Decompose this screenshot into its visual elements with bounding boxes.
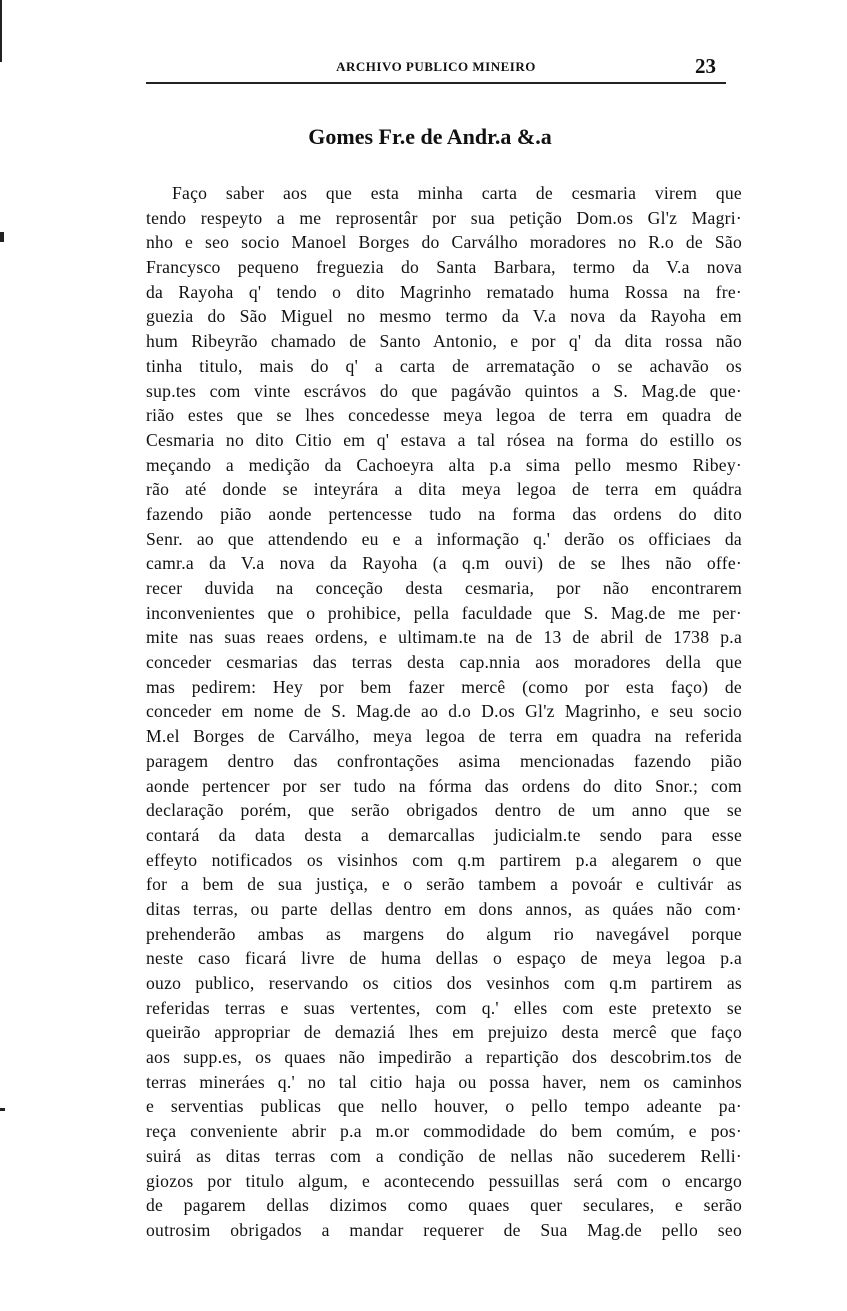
text-line: referidas terras e suas vertentes, com q.' elles com este pretexto se bbox=[146, 997, 742, 1018]
page-edge-marks bbox=[0, 0, 6, 1311]
text-line: mas pedirem: Hey por bem fazer mercê (como por esta faço) de bbox=[146, 676, 742, 697]
text-line: hum Ribeyrão chamado de Santo Antonio, e por q' da dita rossa não bbox=[146, 331, 742, 352]
text-line: Faço saber aos que esta minha carta de cesmaria virem que bbox=[172, 183, 742, 203]
text-line: M.el Borges de Carválho, meya legoa de terra em quadra na referida bbox=[146, 726, 742, 747]
text-line: meçando a medição da Cachoeyra alta p.a sima pello mesmo Ribey· bbox=[146, 454, 742, 475]
text-line: neste caso ficará livre de huma dellas o espaço de meya legoa p.a bbox=[146, 948, 742, 969]
text-line: de pagarem dellas dizimos como quaes quer seculares, e serão bbox=[146, 1195, 742, 1216]
text-line: Senr. ao que attendendo eu e a informação q.' derão os officiaes da bbox=[146, 528, 742, 549]
text-line: Francysco pequeno freguezia do Santa Barbara, termo da V.a nova bbox=[146, 257, 742, 278]
text-line: effeyto notificados os visinhos com q.m partirem p.a alegarem o que bbox=[146, 849, 742, 870]
text-line: mite nas suas reaes ordens, e ultimam.te na de 13 de abril de 1738 p.a bbox=[146, 627, 742, 648]
header-rule bbox=[146, 82, 726, 84]
text-line: guezia do São Miguel no mesmo termo da V.a nova da Rayoha em bbox=[146, 306, 742, 327]
text-line: queirão appropriar de demaziá lhes em prejuizo desta mercê que faço bbox=[146, 1022, 742, 1043]
text-line: for a bem de sua justiça, e o serão tambem a povoár e cultivár as bbox=[146, 874, 742, 895]
text-line: terras mineráes q.' no tal citio haja ou possa haver, nem os caminhos bbox=[146, 1071, 742, 1092]
text-line: paragem dentro das confrontações asima mencionadas fazendo pião bbox=[146, 750, 742, 771]
text-line: Cesmaria no dito Citio em q' estava a tal rósea na forma do estillo os bbox=[146, 429, 742, 450]
text-line: reça conveniente abrir p.a m.or commodidade do bem comúm, e pos· bbox=[146, 1121, 742, 1142]
text-line: rão até donde se inteyrára a dita meya legoa de terra em quádra bbox=[146, 479, 742, 500]
running-title: ARCHIVO PUBLICO MINEIRO bbox=[336, 59, 536, 74]
body-text bbox=[146, 181, 742, 1243]
text-line: declaração porém, que serão obrigados dentro de um anno que se bbox=[146, 800, 742, 821]
text-line: conceder cesmarias das terras desta cap.nnia aos moradores della que bbox=[146, 652, 742, 673]
text-line: prehenderão ambas as margens do algum rio navegável porque bbox=[146, 923, 742, 944]
text-line: e serventias publicas que nello houver, o pello tempo adeante pa· bbox=[146, 1096, 742, 1117]
running-head bbox=[148, 56, 724, 80]
text-line: tendo respeyto a me reprosentâr por sua petição Dom.os Gl'z Magri· bbox=[146, 207, 742, 228]
text-line: camr.a da V.a nova da Rayoha (a q.m ouvi) de se lhes não offe· bbox=[146, 553, 742, 574]
text-line: recer duvida na conceção desta cesmaria, por não encontrarem bbox=[146, 578, 742, 598]
text-line: da Rayoha q' tendo o dito Magrinho rematado huma Rossa na fre· bbox=[146, 281, 742, 302]
text-line: aonde pertencer por ser tudo na fórma das ordens do dito Snor.; com bbox=[146, 775, 742, 796]
text-line: nho e seo socio Manoel Borges do Carválho moradores no R.o de São bbox=[146, 232, 742, 253]
text-line: suirá as ditas terras com a condição de nellas não sucederem Relli· bbox=[146, 1145, 742, 1166]
text-line: inconvenientes que o prohibice, pella faculdade que S. Mag.de me per· bbox=[146, 602, 742, 623]
text-line: ouzo publico, reservando os citios dos vesinhos com q.m partirem as bbox=[146, 973, 742, 993]
text-line: giozos por titulo algum, e acontecendo pessuillas será com o encargo bbox=[146, 1170, 742, 1191]
text-line: sup.tes com vinte escrávos do que pagávão quintos a S. Mag.de que· bbox=[146, 380, 742, 401]
text-line: aos supp.es, os quaes não impedirão a repartição dos descobrim.tos de bbox=[146, 1047, 742, 1068]
text-line: tinha titulo, mais do q' a carta de arrematação o se achavão os bbox=[146, 355, 742, 376]
text-line: rião estes que se lhes concedesse meya legoa de terra em quadra de bbox=[146, 405, 742, 426]
text-line: conceder em nome de S. Mag.de ao d.o D.os Gl'z Magrinho, e seu socio bbox=[146, 701, 742, 722]
text-line: outrosim obrigados a mandar requerer de Sua Mag.de pello seo bbox=[146, 1219, 742, 1240]
text-line: ditas terras, ou parte dellas dentro em dons annos, as quáes não com· bbox=[146, 898, 742, 919]
text-line: contará da data desta a demarcallas judicialm.te sendo para esse bbox=[146, 824, 742, 845]
text-line: fazendo pião aonde pertencesse tudo na forma das ordens do dito bbox=[146, 503, 742, 524]
document-title: Gomes Fr.e de Andr.a &.a bbox=[308, 124, 552, 149]
page-number: 23 bbox=[695, 54, 716, 78]
